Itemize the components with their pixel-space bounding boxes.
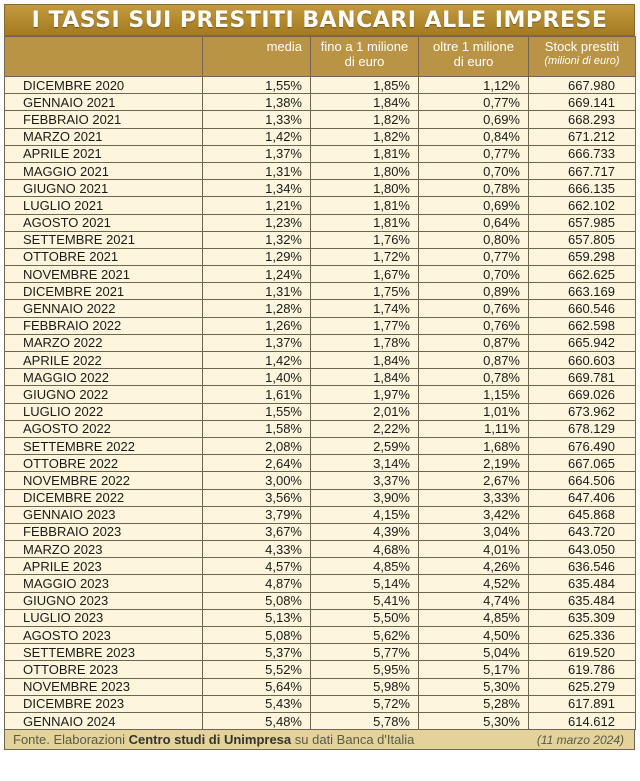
cell-month: MAGGIO 2023 xyxy=(5,575,203,592)
cell-month: MAGGIO 2022 xyxy=(5,369,203,386)
cell-stock: 643.720 xyxy=(529,523,636,540)
cell-month: OTTOBRE 2021 xyxy=(5,248,203,265)
cell-stock: 663.169 xyxy=(529,283,636,300)
cell-media: 1,23% xyxy=(203,214,311,231)
cell-media: 1,31% xyxy=(203,283,311,300)
cell-fino: 1,81% xyxy=(311,214,419,231)
cell-stock: 676.490 xyxy=(529,437,636,454)
cell-media: 5,13% xyxy=(203,609,311,626)
cell-media: 1,38% xyxy=(203,94,311,111)
footer-source-prefix: Fonte. Elaborazioni xyxy=(13,732,129,748)
cell-stock: 647.406 xyxy=(529,489,636,506)
cell-media: 5,64% xyxy=(203,678,311,695)
cell-stock: 665.942 xyxy=(529,334,636,351)
cell-oltre: 3,33% xyxy=(419,489,529,506)
cell-media: 1,37% xyxy=(203,145,311,162)
table-row xyxy=(5,403,636,420)
table-row xyxy=(5,506,636,523)
cell-media: 1,42% xyxy=(203,128,311,145)
cell-fino: 1,84% xyxy=(311,352,419,369)
cell-month: MAGGIO 2021 xyxy=(5,162,203,179)
cell-oltre: 2,19% xyxy=(419,455,529,472)
table-row xyxy=(5,352,636,369)
cell-media: 1,55% xyxy=(203,403,311,420)
cell-stock: 657.805 xyxy=(529,231,636,248)
cell-stock: 678.129 xyxy=(529,420,636,437)
cell-stock: 662.625 xyxy=(529,266,636,283)
cell-fino: 5,72% xyxy=(311,695,419,712)
cell-stock: 671.212 xyxy=(529,128,636,145)
column-header-oltre-line1: oltre 1 milione xyxy=(433,39,514,54)
table-row xyxy=(5,386,636,403)
cell-stock: 662.102 xyxy=(529,197,636,214)
cell-stock: 635.484 xyxy=(529,575,636,592)
cell-fino: 5,14% xyxy=(311,575,419,592)
table-row xyxy=(5,128,636,145)
cell-oltre: 0,69% xyxy=(419,197,529,214)
cell-month: APRILE 2023 xyxy=(5,558,203,575)
cell-month: APRILE 2021 xyxy=(5,145,203,162)
cell-media: 1,32% xyxy=(203,231,311,248)
cell-month: GENNAIO 2024 xyxy=(5,712,203,729)
table-row xyxy=(5,77,636,94)
cell-month: GENNAIO 2023 xyxy=(5,506,203,523)
cell-media: 5,08% xyxy=(203,627,311,644)
column-header-oltre xyxy=(419,37,529,77)
cell-media: 1,28% xyxy=(203,300,311,317)
cell-fino: 1,80% xyxy=(311,162,419,179)
cell-stock: 669.026 xyxy=(529,386,636,403)
cell-oltre: 0,77% xyxy=(419,145,529,162)
cell-fino: 2,59% xyxy=(311,437,419,454)
column-header-stock-line2: (milioni di euro) xyxy=(544,55,620,67)
table-row xyxy=(5,231,636,248)
column-header-stock xyxy=(529,37,636,77)
column-header-media-label: media xyxy=(266,39,302,54)
cell-media: 1,40% xyxy=(203,369,311,386)
cell-oltre: 0,69% xyxy=(419,111,529,128)
cell-oltre: 0,87% xyxy=(419,352,529,369)
cell-fino: 1,74% xyxy=(311,300,419,317)
cell-fino: 4,68% xyxy=(311,541,419,558)
cell-fino: 5,95% xyxy=(311,661,419,678)
cell-media: 5,52% xyxy=(203,661,311,678)
cell-oltre: 5,30% xyxy=(419,678,529,695)
column-header-media xyxy=(203,37,311,77)
cell-oltre: 0,76% xyxy=(419,300,529,317)
cell-stock: 667.065 xyxy=(529,455,636,472)
cell-stock: 657.985 xyxy=(529,214,636,231)
table-row xyxy=(5,420,636,437)
column-header-oltre-line2: di euro xyxy=(453,54,494,69)
table-title: I TASSI SUI PRESTITI BANCARI ALLE IMPRESE xyxy=(4,4,635,36)
cell-media: 1,21% xyxy=(203,197,311,214)
table-body xyxy=(5,77,636,730)
cell-oltre: 4,85% xyxy=(419,609,529,626)
table-row xyxy=(5,472,636,489)
cell-media: 3,56% xyxy=(203,489,311,506)
cell-fino: 4,15% xyxy=(311,506,419,523)
cell-month: GIUGNO 2021 xyxy=(5,180,203,197)
cell-oltre: 0,84% xyxy=(419,128,529,145)
cell-stock: 635.309 xyxy=(529,609,636,626)
cell-oltre: 0,70% xyxy=(419,266,529,283)
cell-media: 1,24% xyxy=(203,266,311,283)
table-row xyxy=(5,180,636,197)
cell-month: DICEMBRE 2020 xyxy=(5,77,203,94)
rates-table xyxy=(4,36,636,730)
table-row xyxy=(5,266,636,283)
cell-stock: 667.717 xyxy=(529,162,636,179)
cell-month: GENNAIO 2021 xyxy=(5,94,203,111)
cell-stock: 669.141 xyxy=(529,94,636,111)
cell-fino: 1,76% xyxy=(311,231,419,248)
cell-fino: 1,81% xyxy=(311,145,419,162)
cell-fino: 1,82% xyxy=(311,111,419,128)
cell-fino: 3,14% xyxy=(311,455,419,472)
cell-oltre: 4,74% xyxy=(419,592,529,609)
cell-stock: 617.891 xyxy=(529,695,636,712)
column-header-fino-line1: fino a 1 milione xyxy=(320,39,409,54)
cell-month: AGOSTO 2021 xyxy=(5,214,203,231)
cell-media: 1,61% xyxy=(203,386,311,403)
cell-oltre: 5,30% xyxy=(419,712,529,729)
cell-media: 1,37% xyxy=(203,334,311,351)
cell-fino: 5,78% xyxy=(311,712,419,729)
cell-media: 1,55% xyxy=(203,77,311,94)
cell-month: SETTEMBRE 2023 xyxy=(5,644,203,661)
table-row xyxy=(5,523,636,540)
cell-month: MARZO 2021 xyxy=(5,128,203,145)
cell-media: 5,48% xyxy=(203,712,311,729)
cell-stock: 673.962 xyxy=(529,403,636,420)
cell-oltre: 1,11% xyxy=(419,420,529,437)
cell-oltre: 4,01% xyxy=(419,541,529,558)
cell-stock: 619.520 xyxy=(529,644,636,661)
cell-media: 3,79% xyxy=(203,506,311,523)
cell-oltre: 0,78% xyxy=(419,369,529,386)
cell-month: APRILE 2022 xyxy=(5,352,203,369)
cell-month: GIUGNO 2022 xyxy=(5,386,203,403)
cell-media: 3,67% xyxy=(203,523,311,540)
table-row xyxy=(5,283,636,300)
cell-oltre: 0,76% xyxy=(419,317,529,334)
cell-month: FEBBRAIO 2023 xyxy=(5,523,203,540)
cell-stock: 619.786 xyxy=(529,661,636,678)
cell-oltre: 5,28% xyxy=(419,695,529,712)
column-header-fino xyxy=(311,37,419,77)
cell-media: 3,00% xyxy=(203,472,311,489)
cell-media: 5,08% xyxy=(203,592,311,609)
cell-month: DICEMBRE 2023 xyxy=(5,695,203,712)
cell-stock: 662.598 xyxy=(529,317,636,334)
column-header-fino-line2: di euro xyxy=(344,54,385,69)
cell-media: 1,31% xyxy=(203,162,311,179)
cell-month: NOVEMBRE 2021 xyxy=(5,266,203,283)
cell-fino: 4,85% xyxy=(311,558,419,575)
table-row xyxy=(5,437,636,454)
table-row xyxy=(5,111,636,128)
cell-fino: 1,80% xyxy=(311,180,419,197)
cell-oltre: 0,89% xyxy=(419,283,529,300)
cell-stock: 667.980 xyxy=(529,77,636,94)
cell-media: 1,26% xyxy=(203,317,311,334)
table-row xyxy=(5,300,636,317)
cell-stock: 660.603 xyxy=(529,352,636,369)
cell-media: 1,42% xyxy=(203,352,311,369)
footer-source-bold: Centro studi di Unimpresa xyxy=(128,732,292,748)
cell-month: OTTOBRE 2022 xyxy=(5,455,203,472)
cell-month: LUGLIO 2023 xyxy=(5,609,203,626)
cell-oltre: 0,77% xyxy=(419,94,529,111)
cell-month: SETTEMBRE 2022 xyxy=(5,437,203,454)
cell-oltre: 0,64% xyxy=(419,214,529,231)
cell-media: 4,33% xyxy=(203,541,311,558)
cell-fino: 1,75% xyxy=(311,283,419,300)
table-header-row xyxy=(5,37,636,77)
cell-stock: 625.279 xyxy=(529,678,636,695)
cell-stock: 636.546 xyxy=(529,558,636,575)
cell-stock: 645.868 xyxy=(529,506,636,523)
table-row xyxy=(5,334,636,351)
cell-media: 1,29% xyxy=(203,248,311,265)
footer-date: (11 marzo 2024) xyxy=(536,733,624,748)
table-row xyxy=(5,317,636,334)
cell-month: FEBBRAIO 2022 xyxy=(5,317,203,334)
cell-fino: 2,22% xyxy=(311,420,419,437)
table-row xyxy=(5,695,636,712)
cell-fino: 5,98% xyxy=(311,678,419,695)
cell-oltre: 5,17% xyxy=(419,661,529,678)
cell-month: AGOSTO 2022 xyxy=(5,420,203,437)
cell-fino: 1,67% xyxy=(311,266,419,283)
footer-source-suffix: su dati Banca d'Italia xyxy=(291,732,415,748)
cell-media: 1,34% xyxy=(203,180,311,197)
cell-month: GIUGNO 2023 xyxy=(5,592,203,609)
cell-fino: 1,82% xyxy=(311,128,419,145)
cell-stock: 669.781 xyxy=(529,369,636,386)
table-row xyxy=(5,627,636,644)
cell-fino: 1,84% xyxy=(311,369,419,386)
table-row xyxy=(5,644,636,661)
cell-stock: 625.336 xyxy=(529,627,636,644)
table-row xyxy=(5,661,636,678)
cell-month: LUGLIO 2022 xyxy=(5,403,203,420)
table-row xyxy=(5,145,636,162)
cell-fino: 5,77% xyxy=(311,644,419,661)
cell-fino: 1,81% xyxy=(311,197,419,214)
cell-fino: 3,90% xyxy=(311,489,419,506)
cell-oltre: 0,87% xyxy=(419,334,529,351)
table-row xyxy=(5,541,636,558)
cell-stock: 666.733 xyxy=(529,145,636,162)
table-row xyxy=(5,592,636,609)
cell-month: MARZO 2022 xyxy=(5,334,203,351)
cell-month: DICEMBRE 2021 xyxy=(5,283,203,300)
cell-month: MARZO 2023 xyxy=(5,541,203,558)
cell-stock: 668.293 xyxy=(529,111,636,128)
cell-oltre: 4,52% xyxy=(419,575,529,592)
cell-oltre: 1,68% xyxy=(419,437,529,454)
cell-oltre: 4,26% xyxy=(419,558,529,575)
table-row xyxy=(5,489,636,506)
table-row xyxy=(5,214,636,231)
table-row xyxy=(5,248,636,265)
cell-stock: 664.506 xyxy=(529,472,636,489)
table-row xyxy=(5,162,636,179)
cell-oltre: 1,12% xyxy=(419,77,529,94)
cell-stock: 643.050 xyxy=(529,541,636,558)
cell-media: 4,57% xyxy=(203,558,311,575)
cell-stock: 614.612 xyxy=(529,712,636,729)
cell-oltre: 1,15% xyxy=(419,386,529,403)
cell-media: 5,37% xyxy=(203,644,311,661)
cell-month: AGOSTO 2023 xyxy=(5,627,203,644)
cell-oltre: 0,77% xyxy=(419,248,529,265)
cell-oltre: 2,67% xyxy=(419,472,529,489)
cell-stock: 660.546 xyxy=(529,300,636,317)
rates-table-panel xyxy=(4,4,635,776)
cell-fino: 1,77% xyxy=(311,317,419,334)
cell-stock: 659.298 xyxy=(529,248,636,265)
cell-fino: 5,41% xyxy=(311,592,419,609)
cell-month: DICEMBRE 2022 xyxy=(5,489,203,506)
cell-fino: 1,78% xyxy=(311,334,419,351)
cell-fino: 1,72% xyxy=(311,248,419,265)
table-row xyxy=(5,558,636,575)
cell-fino: 5,50% xyxy=(311,609,419,626)
cell-month: OTTOBRE 2023 xyxy=(5,661,203,678)
cell-media: 4,87% xyxy=(203,575,311,592)
table-row xyxy=(5,455,636,472)
column-header-stock-line1: Stock prestiti xyxy=(544,39,620,54)
table-row xyxy=(5,575,636,592)
cell-fino: 4,39% xyxy=(311,523,419,540)
cell-fino: 3,37% xyxy=(311,472,419,489)
source-footer xyxy=(4,730,635,750)
cell-oltre: 0,80% xyxy=(419,231,529,248)
cell-oltre: 0,70% xyxy=(419,162,529,179)
cell-oltre: 0,78% xyxy=(419,180,529,197)
cell-fino: 1,84% xyxy=(311,94,419,111)
cell-media: 2,64% xyxy=(203,455,311,472)
table-row xyxy=(5,712,636,729)
cell-media: 2,08% xyxy=(203,437,311,454)
cell-month: SETTEMBRE 2021 xyxy=(5,231,203,248)
cell-oltre: 3,04% xyxy=(419,523,529,540)
cell-month: NOVEMBRE 2023 xyxy=(5,678,203,695)
cell-stock: 666.135 xyxy=(529,180,636,197)
column-header-month xyxy=(5,37,203,77)
table-row xyxy=(5,94,636,111)
table-row xyxy=(5,369,636,386)
cell-oltre: 3,42% xyxy=(419,506,529,523)
cell-fino: 2,01% xyxy=(311,403,419,420)
cell-stock: 635.484 xyxy=(529,592,636,609)
table-row xyxy=(5,678,636,695)
cell-fino: 1,97% xyxy=(311,386,419,403)
table-row xyxy=(5,197,636,214)
cell-media: 1,33% xyxy=(203,111,311,128)
cell-month: LUGLIO 2021 xyxy=(5,197,203,214)
cell-month: NOVEMBRE 2022 xyxy=(5,472,203,489)
cell-fino: 1,85% xyxy=(311,77,419,94)
table-row xyxy=(5,609,636,626)
cell-media: 5,43% xyxy=(203,695,311,712)
cell-month: GENNAIO 2022 xyxy=(5,300,203,317)
cell-fino: 5,62% xyxy=(311,627,419,644)
cell-media: 1,58% xyxy=(203,420,311,437)
cell-oltre: 5,04% xyxy=(419,644,529,661)
cell-month: FEBBRAIO 2021 xyxy=(5,111,203,128)
cell-oltre: 1,01% xyxy=(419,403,529,420)
cell-oltre: 4,50% xyxy=(419,627,529,644)
